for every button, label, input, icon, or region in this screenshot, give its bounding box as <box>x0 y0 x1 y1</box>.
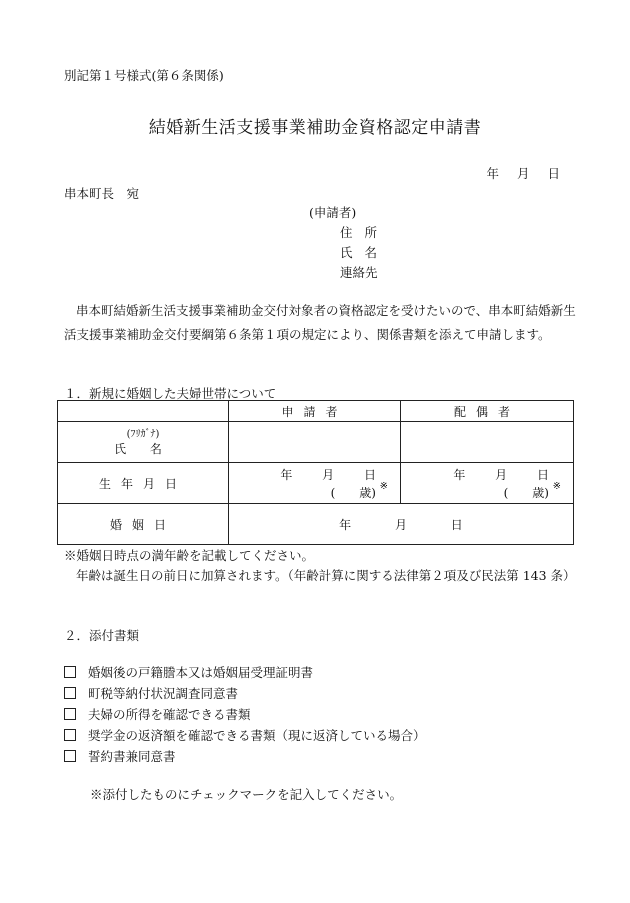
checklist-instruction: ※添付したものにチェックマークを記入してください。 <box>90 787 403 802</box>
section1-heading: １．新規に婚姻した夫婦世帯について <box>64 386 277 401</box>
addressee: 串本町長 宛 <box>64 186 140 201</box>
spouse-birth-ymd: 年 月 日 <box>453 468 549 482</box>
table-row-marriage-date <box>58 504 574 545</box>
col-applicant-header: 申請者 <box>229 401 401 422</box>
address-field-label[interactable]: 住所 <box>340 225 390 240</box>
checklist-item-label: 町税等納付状況調査同意書 <box>88 686 239 701</box>
spouse-birthdate-cell[interactable] <box>401 463 574 504</box>
section2-heading: ２．添付書類 <box>64 628 140 643</box>
document-title: 結婚新生活支援事業補助金資格認定申請書 <box>148 118 482 138</box>
row-label-birthdate: 生年月日 <box>58 463 229 504</box>
checkbox-icon[interactable] <box>64 750 76 762</box>
table-header-row <box>58 401 574 422</box>
name-field-label[interactable]: 氏名 <box>340 245 390 260</box>
spouse-age: ( 歳) <box>503 486 549 500</box>
checklist-item <box>64 683 426 704</box>
checklist-item-label: 婚姻後の戸籍謄本又は婚姻届受理証明書 <box>88 665 314 680</box>
age-calculation-note: 年齢は誕生日の前日に加算されます。（年齢計算に関する法律第２項及び民法第 143 条） <box>76 568 576 583</box>
col-spouse-header: 配偶者 <box>401 401 574 422</box>
spouse-age-note-mark: ※ <box>552 481 561 492</box>
name-label: 氏 名 <box>114 442 172 456</box>
applicant-birthdate-cell[interactable] <box>229 463 401 504</box>
checkbox-icon[interactable] <box>64 666 76 678</box>
couple-info-table <box>57 400 574 545</box>
checkbox-icon[interactable] <box>64 729 76 741</box>
furigana-label: (ﾌﾘｶﾞﾅ) <box>126 429 160 440</box>
contact-field-label[interactable]: 連絡先 <box>340 265 378 280</box>
spouse-name-cell[interactable] <box>401 422 574 463</box>
checklist-item <box>64 746 426 767</box>
checklist-item-label: 誓約書兼同意書 <box>88 749 176 764</box>
table-corner-cell <box>58 401 229 422</box>
marriage-date-cell[interactable]: 年 月 日 <box>229 504 574 545</box>
form-identifier: 別記第１号様式(第６条関係) <box>64 68 224 83</box>
checklist-item-label: 夫婦の所得を確認できる書類 <box>88 707 251 722</box>
attachment-checklist <box>64 662 426 767</box>
applicant-name-cell[interactable] <box>229 422 401 463</box>
table-row-name <box>58 422 574 463</box>
checkbox-icon[interactable] <box>64 708 76 720</box>
checkbox-icon[interactable] <box>64 687 76 699</box>
table-row-birthdate <box>58 463 574 504</box>
row-label-name <box>58 422 229 463</box>
checklist-item <box>64 725 426 746</box>
age-note: ※婚姻日時点の満年齢を記載してください。 <box>64 548 315 563</box>
applicant-age-note-mark: ※ <box>379 481 388 492</box>
checklist-item <box>64 662 426 683</box>
row-label-marriage-date: 婚姻日 <box>58 504 229 545</box>
checklist-item-label: 奨学金の返済額を確認できる書類（現に返済している場合） <box>88 728 426 743</box>
applicant-age: ( 歳) <box>330 486 376 500</box>
application-statement: 串本町結婚新生活支援事業補助金交付対象者の資格認定を受けたいので、串本町結婚新生活支援事業補助金交付要綱第６条第１項の規定により、関係書類を添えて申請します。 <box>64 303 576 342</box>
submission-date[interactable]: 年 月 日 <box>486 166 560 181</box>
checklist-item <box>64 704 426 725</box>
applicant-birth-ymd: 年 月 日 <box>280 468 376 482</box>
applicant-heading: (申請者) <box>309 205 357 220</box>
